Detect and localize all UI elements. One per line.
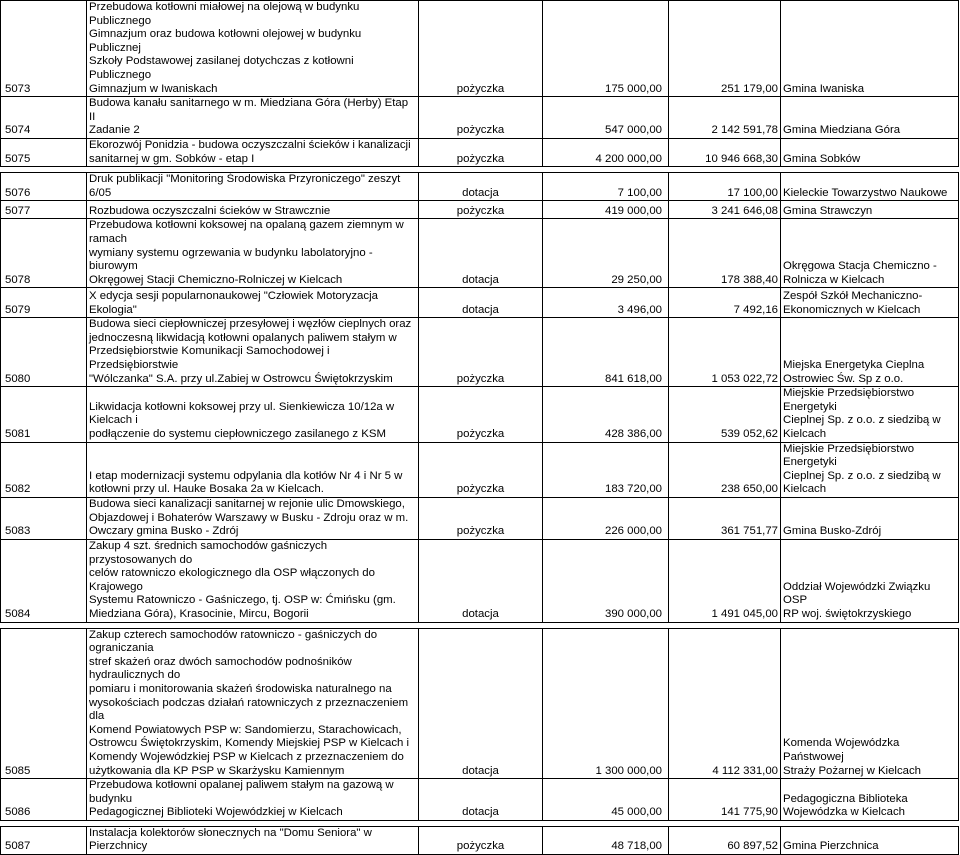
- funding-type: pożyczka: [419, 138, 543, 166]
- project-description: Budowa kanału sanitarnego w m. Miedziana Góra (Herby) Etap II Zadanie 2: [87, 97, 419, 139]
- project-description: I etap modernizacji systemu odpylania dla kotłów Nr 4 i Nr 5 w kotłowni przy ul. Hauke Bosaka 2a w Kielcach.: [87, 442, 419, 497]
- funding-type: pożyczka: [419, 1, 543, 97]
- project-description: Instalacja kolektorów słonecznych na "Domu Seniora" w Pierzchnicy: [87, 826, 419, 854]
- project-description: Przebudowa kotłowni miałowej na olejową w budynku Publicznego Gimnazjum oraz budowa kotłowni olejowej w budynku Publicznej Szkoły Podstawowej zasilanej dotychczas z kotłowni Publicznego Gimnazjum w Iwaniskach: [87, 1, 419, 97]
- record-id: 5085: [1, 628, 87, 779]
- table-row: [1, 138, 959, 166]
- funding-amount: 841 618,00: [543, 318, 669, 387]
- record-id: 5075: [1, 138, 87, 166]
- total-cost: 1 053 022,72: [669, 318, 781, 387]
- record-id: 5074: [1, 97, 87, 139]
- project-description: Przebudowa kotłowni opalanej paliwem stałym na gazową w budynku Pedagogicznej Biblioteki Wojewódzkiej w Kielcach: [87, 779, 419, 821]
- beneficiary: Okręgowa Stacja Chemiczno - Rolnicza w Kielcach: [781, 219, 959, 288]
- total-cost: 7 492,16: [669, 288, 781, 318]
- project-description: Przebudowa kotłowni koksowej na opalaną gazem ziemnym w ramach wymiany systemu ogrzewania w budynku labolatoryjno - biurowym Okręgowej Stacji Chemiczno-Rolniczej w Kielcach: [87, 219, 419, 288]
- total-cost: 539 052,62: [669, 387, 781, 442]
- total-cost: 238 650,00: [669, 442, 781, 497]
- total-cost: 2 142 591,78: [669, 97, 781, 139]
- table-row: [1, 498, 959, 540]
- table-row: [1, 219, 959, 288]
- project-description: Ekorozwój Ponidzia - budowa oczyszczalni ścieków i kanalizacji sanitarnej w gm. Sobków - etap I: [87, 138, 419, 166]
- table-row: [1, 173, 959, 201]
- project-description: Zakup 4 szt. średnich samochodów gaśniczych przystosowanych do celów ratowniczo ekologicznego dla OSP włączonych do Krajowego Systemu Ratowniczo - Gaśniczego, tj. OSP w: Ćmińsku (gm. Miedziana Góra), Krasocinie, Mircu, Bogorii: [87, 540, 419, 623]
- funding-type: dotacja: [419, 779, 543, 821]
- funding-type: pożyczka: [419, 318, 543, 387]
- total-cost: 1 491 045,00: [669, 540, 781, 623]
- funding-type: pożyczka: [419, 201, 543, 219]
- funding-type: dotacja: [419, 173, 543, 201]
- total-cost: 178 388,40: [669, 219, 781, 288]
- funding-type: pożyczka: [419, 97, 543, 139]
- table-row: [1, 826, 959, 854]
- beneficiary: Zespół Szkół Mechaniczno- Ekonomicznych w Kielcach: [781, 288, 959, 318]
- record-id: 5078: [1, 219, 87, 288]
- record-id: 5082: [1, 442, 87, 497]
- funding-type: pożyczka: [419, 826, 543, 854]
- funding-amount: 175 000,00: [543, 1, 669, 97]
- funding-type: pożyczka: [419, 442, 543, 497]
- funding-amount: 7 100,00: [543, 173, 669, 201]
- record-id: 5084: [1, 540, 87, 623]
- table-row: [1, 1, 959, 97]
- record-id: 5087: [1, 826, 87, 854]
- funding-amount: 3 496,00: [543, 288, 669, 318]
- table-row: [1, 201, 959, 219]
- beneficiary: Gmina Strawczyn: [781, 201, 959, 219]
- funding-amount: 547 000,00: [543, 97, 669, 139]
- beneficiary: Miejskie Przedsiębiorstwo Energetyki Cieplnej Sp. z o.o. z siedzibą w Kielcach: [781, 442, 959, 497]
- funding-type: dotacja: [419, 288, 543, 318]
- total-cost: 60 897,52: [669, 826, 781, 854]
- project-description: Likwidacja kotłowni koksowej przy ul. Sienkiewicza 10/12a w Kielcach i podłączenie do systemu ciepłowniczego zasilanego z KSM: [87, 387, 419, 442]
- funding-type: pożyczka: [419, 387, 543, 442]
- total-cost: 17 100,00: [669, 173, 781, 201]
- funding-type: dotacja: [419, 219, 543, 288]
- beneficiary: Gmina Busko-Zdrój: [781, 498, 959, 540]
- funding-amount: 226 000,00: [543, 498, 669, 540]
- beneficiary: Gmina Pierzchnica: [781, 826, 959, 854]
- funding-type: dotacja: [419, 540, 543, 623]
- record-id: 5076: [1, 173, 87, 201]
- record-id: 5080: [1, 318, 87, 387]
- funding-amount: 419 000,00: [543, 201, 669, 219]
- beneficiary: Komenda Wojewódzka Państwowej Straży Pożarnej w Kielcach: [781, 628, 959, 779]
- table-row: [1, 779, 959, 821]
- table-row: [1, 540, 959, 623]
- beneficiary: Gmina Iwaniska: [781, 1, 959, 97]
- total-cost: 3 241 646,08: [669, 201, 781, 219]
- table-row: [1, 318, 959, 387]
- funding-amount: 4 200 000,00: [543, 138, 669, 166]
- project-description: Rozbudowa oczyszczalni ścieków w Strawcznie: [87, 201, 419, 219]
- total-cost: 10 946 668,30: [669, 138, 781, 166]
- table-row: [1, 387, 959, 442]
- funding-type: pożyczka: [419, 498, 543, 540]
- record-id: 5086: [1, 779, 87, 821]
- project-description: Budowa sieci ciepłowniczej przesyłowej i węzłów cieplnych oraz jednoczesną likwidacją kotłowni opalanych paliwem stałym w Przedsiębiorstwie Komunikacji Samochodowej i Przedsiębiorstwie "Wólczanka" S.A. przy ul.Zabiej w Ostrowcu Świętokrzyskim: [87, 318, 419, 387]
- project-description: Budowa sieci kanalizacji sanitarnej w rejonie ulic Dmowskiego, Objazdowej i Bohaterów Warszawy w Busku - Zdroju oraz w m. Owczary gmina Busko - Zdrój: [87, 498, 419, 540]
- beneficiary: Miejska Energetyka Cieplna Ostrowiec Św. Sp z o.o.: [781, 318, 959, 387]
- project-description: Zakup czterech samochodów ratowniczo - gaśniczych do ograniczania stref skażeń oraz dwóch samochodów podnośników hydraulicznych do pomiaru i monitorowania skażeń środowiska naturalnego na wysokościach podczas działań ratowniczych z przeznaczeniem dla Komend Powiatowych PSP w: Sandomierzu, Starachowicach, Ostrowcu Świętokrzyskim, Komendy Miejskiej PSP w Kielcach i Komendy Wojewódzkiej PSP w Kielcach z przeznaczeniem do użytkowania dla KP PSP w Skarżysku Kamiennym: [87, 628, 419, 779]
- project-description: X edycja sesji popularnonaukowej "Człowiek Motoryzacja Ekologia": [87, 288, 419, 318]
- funding-amount: 29 250,00: [543, 219, 669, 288]
- total-cost: 251 179,00: [669, 1, 781, 97]
- funding-type: dotacja: [419, 628, 543, 779]
- record-id: 5081: [1, 387, 87, 442]
- funding-amount: 45 000,00: [543, 779, 669, 821]
- beneficiary: Pedagogiczna Biblioteka Wojewódzka w Kielcach: [781, 779, 959, 821]
- funding-amount: 390 000,00: [543, 540, 669, 623]
- record-id: 5079: [1, 288, 87, 318]
- table-row: [1, 628, 959, 779]
- table-row: [1, 442, 959, 497]
- total-cost: 361 751,77: [669, 498, 781, 540]
- project-description: Druk publikacji "Monitoring Środowiska Przyroniczego" zeszyt 6/05: [87, 173, 419, 201]
- total-cost: 4 112 331,00: [669, 628, 781, 779]
- record-id: 5077: [1, 201, 87, 219]
- total-cost: 141 775,90: [669, 779, 781, 821]
- funding-amount: 1 300 000,00: [543, 628, 669, 779]
- beneficiary: Miejskie Przedsiębiorstwo Energetyki Cieplnej Sp. z o.o. z siedzibą w Kielcach: [781, 387, 959, 442]
- beneficiary: Kieleckie Towarzystwo Naukowe: [781, 173, 959, 201]
- record-id: 5083: [1, 498, 87, 540]
- table-row: [1, 288, 959, 318]
- funding-amount: 48 718,00: [543, 826, 669, 854]
- beneficiary: Gmina Sobków: [781, 138, 959, 166]
- funding-amount: 183 720,00: [543, 442, 669, 497]
- funding-amount: 428 386,00: [543, 387, 669, 442]
- beneficiary: Gmina Miedziana Góra: [781, 97, 959, 139]
- beneficiary: Oddział Wojewódzki Związku OSP RP woj. świętokrzyskiego: [781, 540, 959, 623]
- table-row: [1, 97, 959, 139]
- record-id: 5073: [1, 1, 87, 97]
